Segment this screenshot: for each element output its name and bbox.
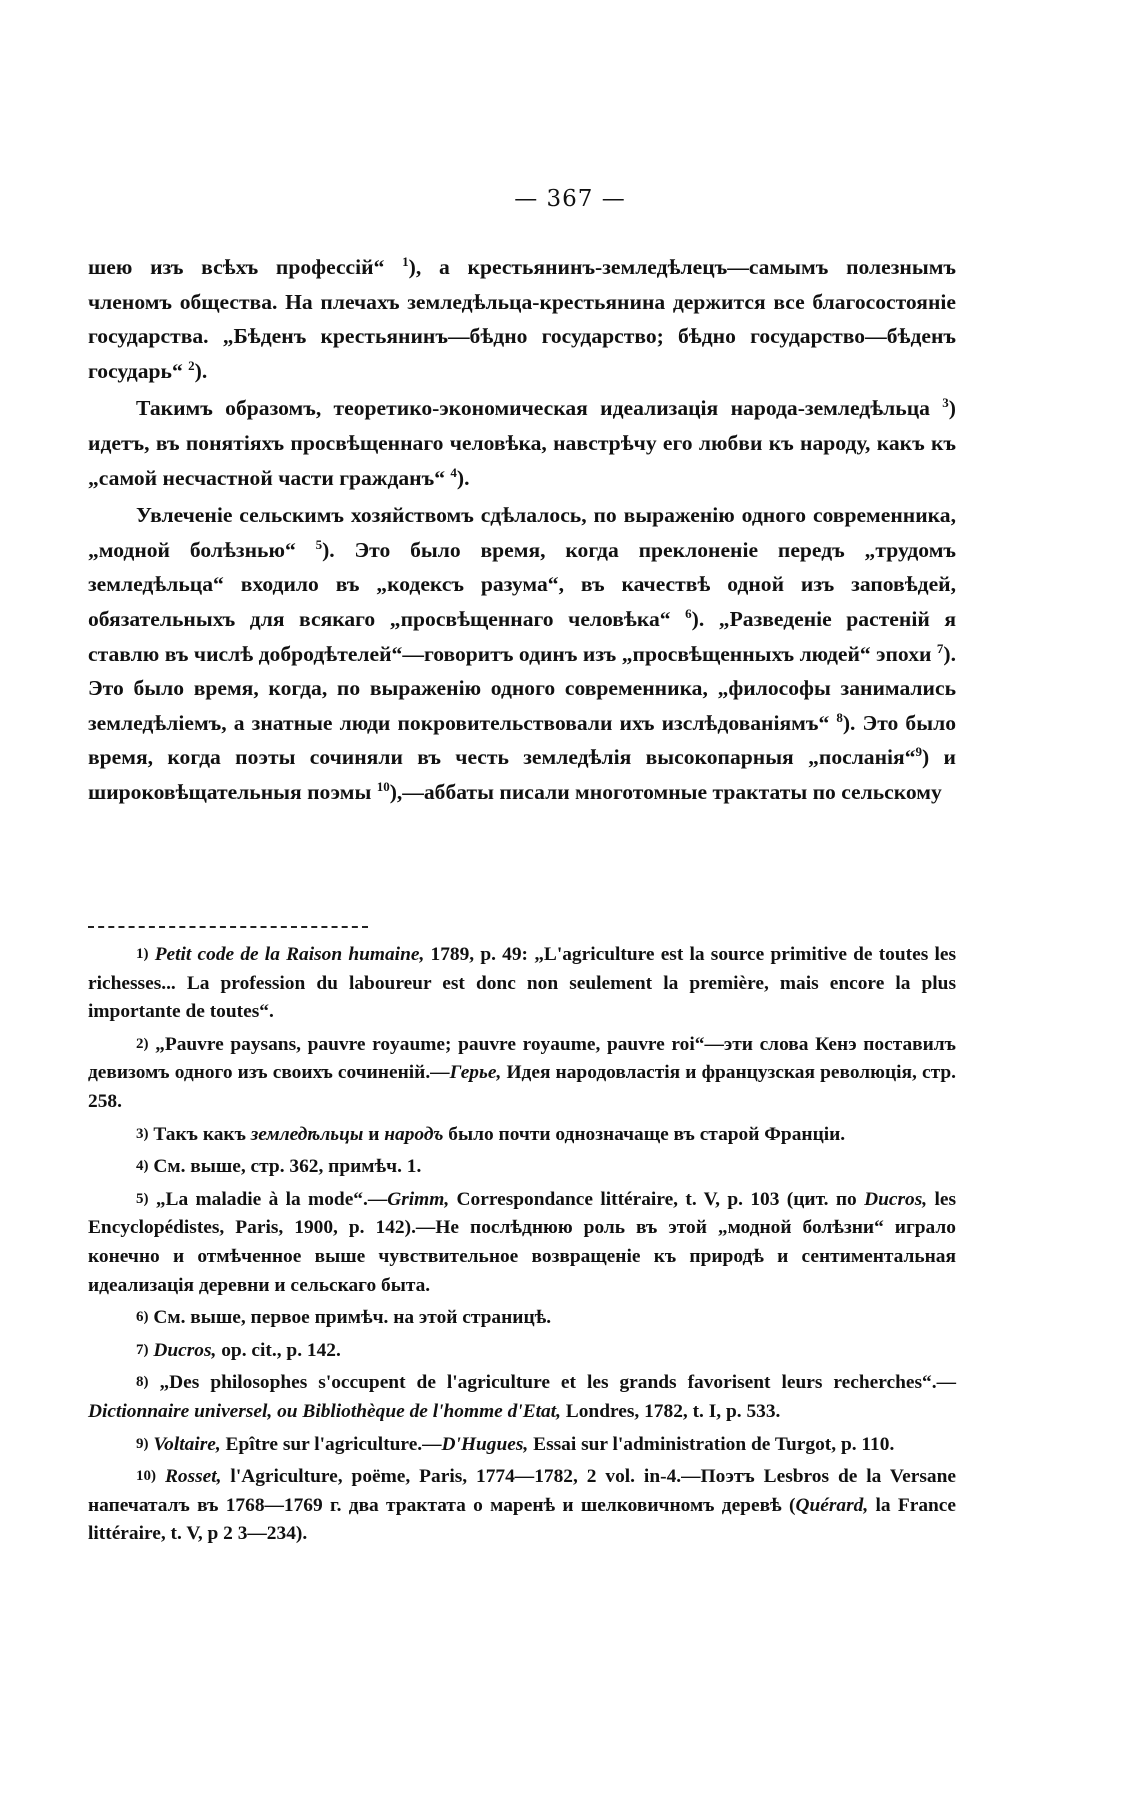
text-span: Londres, 1782, t. I, p. 533. (560, 1400, 781, 1422)
italic-text: Герье, (449, 1062, 502, 1084)
text-span: la France littéraire, t. V, p 2 3—234). (88, 1494, 957, 1545)
text-span: Такъ какъ (153, 1123, 251, 1145)
footnote-ref: 5 (315, 536, 323, 552)
footnote-number: 1) (136, 946, 149, 962)
text-span: „Des philosophes s'occupent de l'agriculture et les grands favorisent leurs recherches“.— (159, 1372, 956, 1394)
text-span: ). (456, 465, 470, 490)
text-span: ). Это было время, когда, по выраженію одного современника, „философы занимались земледѣліемъ, а знатные люди покровительствовали ихъ изслѣдованіямъ“ (88, 641, 956, 735)
footnote (88, 1462, 956, 1549)
footnote (88, 1152, 956, 1182)
paragraph (88, 498, 956, 809)
footnote (88, 940, 956, 1027)
page-number: — 367 — (514, 186, 626, 212)
footnote-separator (88, 926, 368, 928)
text-span: См. выше, первое примѣч. на этой страницѣ. (153, 1307, 552, 1329)
text-span: ). (194, 358, 208, 383)
italic-text: Ducros, (153, 1339, 217, 1361)
footnote-ref: 7 (936, 640, 944, 656)
footnote (88, 1185, 956, 1300)
footnotes (88, 940, 956, 1552)
text-span: op. cit., p. 142. (216, 1339, 341, 1361)
italic-text: Dictionnaire universel, ou Bibliothèque de l'homme d'Etat, (88, 1400, 561, 1422)
italic-text: Rosset, (164, 1466, 222, 1488)
footnote-ref: 4 (450, 464, 457, 480)
text-span: См. выше, стр. 362, примѣч. 1. (153, 1156, 422, 1178)
footnote-number: 10) (136, 1468, 156, 1485)
italic-text: Ducros, (864, 1188, 928, 1210)
footnote-number: 7) (136, 1341, 149, 1358)
italic-text: земледѣльцы (250, 1123, 364, 1145)
footnote (88, 1030, 956, 1117)
text-span: l'Agriculture, poëme, Paris, 1774—1782, 2 vol. in-4.—Поэтъ Lesbros de la Versane напечаталъ въ 1768—1769 г. два трактата о маренѣ и шелковичномъ деревѣ ( (88, 1466, 956, 1516)
paragraph (88, 391, 956, 495)
footnote-number: 9) (136, 1435, 149, 1452)
italic-text: Quérard, (795, 1494, 869, 1516)
footnote-number: 4) (136, 1158, 149, 1175)
italic-text: Petit code de la Raison humaine, (154, 944, 425, 965)
footnote (88, 1120, 956, 1150)
italic-text: D'Hugues, (441, 1433, 529, 1455)
italic-text: Voltaire, (153, 1433, 221, 1455)
footnote-ref: 2 (188, 357, 195, 373)
text-span: Идея народовластія и французская революція, стр. 258. (88, 1062, 956, 1112)
text-span: было почти однозначаще въ старой Франціи. (443, 1123, 846, 1145)
footnote-ref: 10 (376, 778, 390, 794)
footnote-ref: 6 (685, 605, 692, 621)
text-span: „La maladie à la mode“.— (155, 1188, 388, 1210)
footnote (88, 1368, 956, 1426)
footnote-number: 2) (136, 1035, 149, 1052)
text-span: ). Это было время, когда поэты сочиняли въ честь земледѣлія высокопарныя „посланія“ (88, 710, 956, 770)
footnote-ref: 3 (942, 395, 949, 411)
footnote (88, 1430, 956, 1460)
text-span: Essai sur l'administration de Turgot, p. 110. (528, 1433, 895, 1455)
text-span: ) идетъ, въ понятіяхъ просвѣщеннаго человѣка, навстрѣчу его любви къ народу, какъ къ „самой несчастной части гражданъ“ (88, 396, 956, 490)
footnote-number: 6) (136, 1309, 149, 1326)
footnote-ref: 9 (915, 744, 923, 760)
paragraph (88, 250, 956, 388)
text-span: „Pauvre paysans, pauvre royaume; pauvre royaume, pauvre roi“—эти слова Кенэ поставилъ девизомъ одного изъ своихъ сочиненій.— (88, 1033, 956, 1084)
text-span: ),—аббаты писали многотомные трактаты по сельскому (389, 779, 942, 804)
text-span: ), а крестьянинъ-земледѣлецъ—самымъ полезнымъ членомъ общества. На плечахъ земледѣльца-крестьянина держится все благосостояніе государства. „Бѣденъ крестьянинъ—бѣдно государство; бѣдно государство—бѣденъ государь“ (88, 255, 957, 383)
italic-text: народъ (384, 1123, 444, 1145)
text-span: 1789, p. 49: „L'agriculture est la source primitive de toutes les richesses... La profession du laboureur est donc non seulement la première, mais encore la plus importante de toutes“. (88, 944, 956, 1023)
text-span: Увлеченіе сельскимъ хозяйствомъ сдѣлалось, по выраженію одного современника, „модной болѣзнью“ (88, 503, 956, 562)
text-span: и (363, 1123, 385, 1145)
footnote (88, 1336, 956, 1366)
main-text (88, 250, 956, 813)
footnote-ref: 1 (402, 253, 409, 269)
footnote-number: 8) (136, 1374, 149, 1391)
text-span: ) и широковѣщательныя поэмы (88, 745, 957, 804)
text-span: ). „Разведеніе растеній я ставлю въ числѣ добродѣтелей“—говоритъ одинъ изъ „просвѣщенныхъ людей“ эпохи (88, 606, 956, 666)
footnote (88, 1303, 956, 1333)
text-span: Epître sur l'agriculture.— (220, 1433, 442, 1455)
text-span: ). Это было время, когда преклоненіе передъ „трудомъ земледѣльца“ входило въ „кодексъ разума“, въ качествѣ одной изъ заповѣдей, обязательныхъ для всякаго „просвѣщеннаго человѣка“ (88, 537, 956, 631)
text-span: Correspondance littéraire, t. V, p. 103 (цит. по (449, 1188, 865, 1210)
footnote-ref: 8 (836, 709, 843, 725)
footnote-number: 5) (136, 1190, 149, 1207)
text-span: les Encyclopédistes, Paris, 1900, p. 142).—Не послѣднюю роль въ этой „модной болѣзни“ играло конечно и отмѣченное выше чувствительное возвращеніе къ природѣ и сентиментальная идеализація деревни и сельскаго быта. (88, 1188, 956, 1296)
text-span: шею изъ всѣхъ профессій“ (88, 255, 403, 279)
italic-text: Grimm, (387, 1188, 450, 1210)
footnote-number: 3) (136, 1125, 149, 1142)
text-span: Такимъ образомъ, теоретико-экономическая идеализація народа-земледѣльца (136, 396, 943, 421)
